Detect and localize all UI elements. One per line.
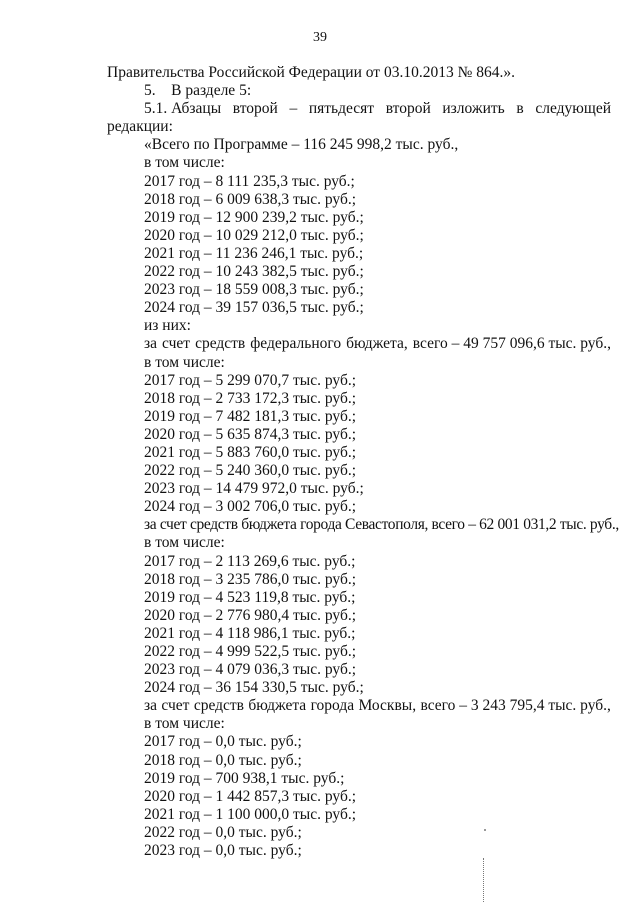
word: за [144, 697, 158, 715]
federal-budget-line [107, 335, 611, 353]
year-line: 2019 год – 7 482 181,3 тыс. руб.; [144, 407, 357, 425]
word: бюджета [248, 697, 307, 715]
word: счет [162, 335, 191, 353]
program-total-line: «Всего по Программе – 116 245 998,2 тыс. руб., [144, 136, 459, 154]
page-number: 39 [313, 30, 327, 45]
section-item-5: 5. В разделе 5: [144, 82, 252, 100]
word: всего – 3 243 795,4 тыс. руб., [420, 697, 611, 715]
year-line: 2022 год – 0,0 тыс. руб.; [144, 823, 302, 841]
including-label: в том числе: [144, 353, 225, 371]
word: средств [195, 335, 246, 353]
year-line: 2018 год – 0,0 тыс. руб.; [144, 751, 302, 769]
scan-artifact-dotted-line [483, 858, 485, 902]
word: 5.1. Абзацы [144, 100, 222, 118]
word: пятьдесят [308, 100, 375, 118]
year-line: 2021 год – 11 236 246,1 тыс. руб.; [144, 244, 364, 262]
word: – [289, 100, 298, 118]
item-5-1-line [107, 100, 611, 118]
of-them-label: из них: [144, 317, 191, 335]
year-line: 2019 год – 4 523 119,8 тыс. руб.; [144, 588, 356, 606]
sevastopol-budget-line: за счет средств бюджета города Севастополя, всего – 62 001 031,2 тыс. руб., [144, 516, 619, 534]
year-line: 2024 год – 36 154 330,5 тыс. руб.; [144, 679, 364, 697]
year-line: 2023 год – 18 559 008,3 тыс. руб.; [144, 281, 364, 299]
document-body [107, 64, 619, 860]
word: города [310, 697, 355, 715]
word: второй [232, 100, 278, 118]
including-label: в том числе: [144, 534, 225, 552]
year-line: 2017 год – 2 113 269,6 тыс. руб.; [144, 552, 356, 570]
year-line: 2024 год – 3 002 706,0 тыс. руб.; [144, 498, 357, 516]
including-label: в том числе: [144, 715, 225, 733]
year-line: 2018 год – 3 235 786,0 тыс. руб.; [144, 570, 357, 588]
word: счет [161, 697, 190, 715]
scan-speck [484, 829, 486, 831]
year-line: 2023 год – 14 479 972,0 тыс. руб.; [144, 480, 364, 498]
year-line: 2019 год – 12 900 239,2 тыс. руб.; [144, 208, 364, 226]
year-line: 2022 год – 4 999 522,5 тыс. руб.; [144, 643, 357, 660]
word: изложить [442, 100, 505, 118]
word: средств [193, 697, 244, 715]
text-line: Правительства Российской Федерации от 03.10.2013 № 864.». [107, 64, 515, 81]
year-line: 2018 год – 6 009 638,3 тыс. руб.; [144, 190, 357, 208]
year-line: 2017 год – 8 111 235,3 тыс. руб.; [144, 172, 355, 190]
word: следующей [535, 100, 611, 118]
year-line: 2021 год – 1 100 000,0 тыс. руб.; [144, 805, 357, 823]
including-label: в том числе: [144, 154, 225, 172]
year-line: 2023 год – 4 079 036,3 тыс. руб.; [144, 661, 357, 679]
year-line: 2020 год – 5 635 874,3 тыс. руб.; [144, 425, 357, 443]
word: за [144, 335, 158, 353]
year-line: 2020 год – 2 776 980,4 тыс. руб.; [144, 606, 357, 624]
year-line: 2022 год – 5 240 360,0 тыс. руб.; [144, 462, 357, 480]
text-line: редакции: [107, 118, 173, 136]
year-line: 2019 год – 700 938,1 тыс. руб.; [144, 769, 345, 787]
word: федерального [250, 335, 342, 353]
year-line: 2020 год – 10 029 212,0 тыс. руб.; [144, 226, 364, 244]
word: в [516, 100, 524, 118]
moscow-budget-line [107, 697, 611, 715]
year-line: 2017 год – 5 299 070,7 тыс. руб.; [144, 371, 357, 389]
year-line: 2021 год – 4 118 986,1 тыс. руб.; [144, 624, 356, 642]
year-line: 2024 год – 39 157 036,5 тыс. руб.; [144, 299, 364, 317]
year-line: 2020 год – 1 442 857,3 тыс. руб.; [144, 787, 357, 805]
year-line: 2021 год – 5 883 760,0 тыс. руб.; [144, 443, 357, 461]
year-line: 2023 год – 0,0 тыс. руб.; [144, 842, 302, 860]
word: всего – 49 757 096,6 тыс. руб., [412, 335, 611, 353]
year-line: 2018 год – 2 733 172,3 тыс. руб.; [144, 389, 357, 407]
year-line: 2017 год – 0,0 тыс. руб.; [144, 733, 302, 751]
year-line: 2022 год – 10 243 382,5 тыс. руб.; [144, 263, 364, 281]
word: Москвы, [358, 697, 417, 715]
word: бюджета, [346, 335, 408, 353]
word: второй [385, 100, 431, 118]
